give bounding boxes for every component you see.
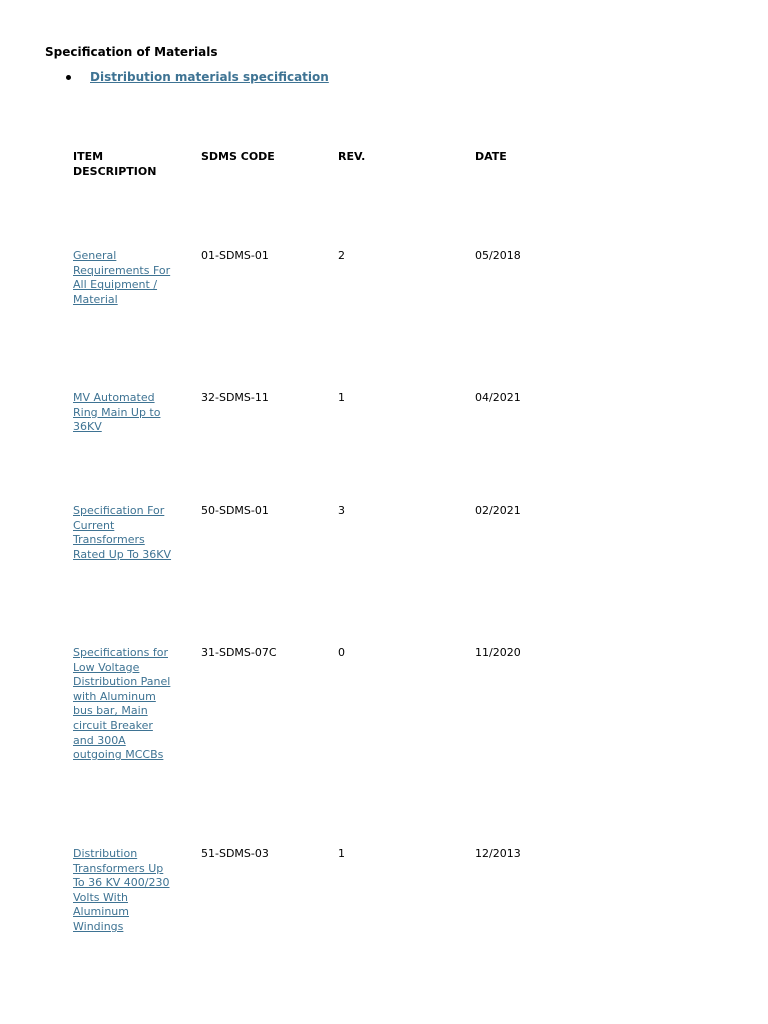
item-description-link[interactable]: Specification For Current Transformers Rated Up To 36KV [73, 504, 172, 561]
rev-cell: 2 [338, 249, 345, 262]
column-header-sdms-code: SDMS CODE [201, 150, 275, 163]
date-cell: 02/2021 [475, 504, 521, 517]
column-header-rev: REV. [338, 150, 366, 163]
date-cell: 05/2018 [475, 249, 521, 262]
bullet-item [66, 70, 329, 85]
sdms-code-cell: 51-SDMS-03 [201, 847, 269, 860]
table-row [73, 391, 575, 504]
sdms-code-cell: 50-SDMS-01 [201, 504, 269, 517]
specifications-table [73, 150, 575, 947]
date-cell: 04/2021 [475, 391, 521, 404]
table-row [73, 646, 575, 847]
rev-cell: 1 [338, 391, 345, 404]
item-description-link[interactable]: Specifications for Low Voltage Distribution Panel with Aluminum bus bar, Main circuit Breaker and 300A outgoing MCCBs [73, 646, 171, 762]
table-row [73, 847, 575, 947]
item-description-cell [73, 504, 201, 646]
rev-cell: 3 [338, 504, 345, 517]
column-header-item-description: ITEM DESCRIPTION [73, 150, 157, 178]
bullet-list [66, 70, 329, 85]
table-header-row [73, 150, 575, 249]
page-title: Specification of Materials [45, 45, 218, 59]
item-description-cell [73, 391, 201, 504]
sdms-code-cell: 01-SDMS-01 [201, 249, 269, 262]
table-row [73, 249, 575, 391]
item-description-link[interactable]: General Requirements For All Equipment / Material [73, 249, 171, 306]
table-row [73, 504, 575, 646]
item-description-link[interactable]: Distribution Transformers Up To 36 KV 400/230 Volts With Aluminum Windings [73, 847, 170, 933]
item-description-cell [73, 646, 201, 847]
sdms-code-cell: 32-SDMS-11 [201, 391, 269, 404]
bullet-icon [66, 75, 71, 80]
rev-cell: 1 [338, 847, 345, 860]
distribution-materials-link[interactable]: Distribution materials specification [90, 70, 329, 84]
sdms-code-cell: 31-SDMS-07C [201, 646, 277, 659]
date-cell: 12/2013 [475, 847, 521, 860]
column-header-date: DATE [475, 150, 507, 163]
date-cell: 11/2020 [475, 646, 521, 659]
item-description-cell [73, 847, 201, 947]
item-description-cell [73, 249, 201, 391]
item-description-link[interactable]: MV Automated Ring Main Up to 36KV [73, 391, 161, 434]
rev-cell: 0 [338, 646, 345, 659]
